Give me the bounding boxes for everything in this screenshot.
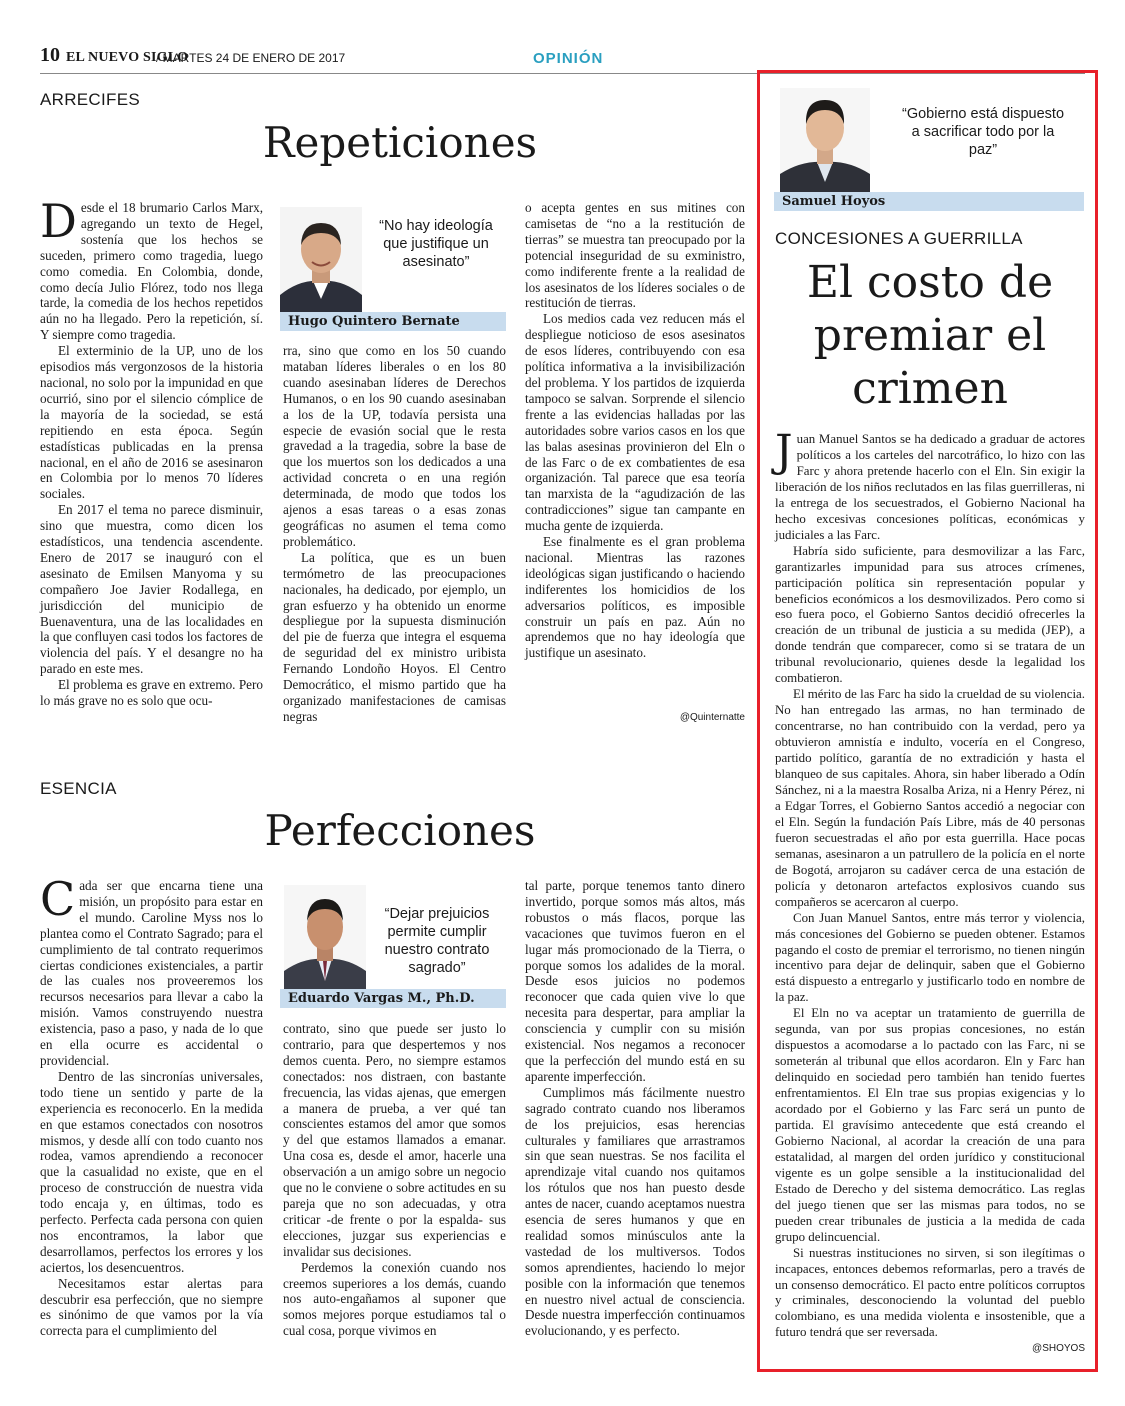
kicker-arrecifes: ARRECIFES — [40, 90, 140, 109]
headline-costo-premiar-crimen: El costo de premiar el crimen — [806, 257, 1054, 414]
paragraph: esde el 18 brumario Carlos Marx, agregando un texto de Hegel, sostenía que los hechos se suceden, primero como tragedia, luego como comedia. En Colombia, donde, como decía Julio Flórez, todo nos llega tarde, la comedia de los hechos repetidos aún no ha llegado. Pero la repetición, sí. Y siempre como tragedia. — [40, 200, 263, 343]
pull-quote: “Gobierno está dispuesto a sacrificar todo por la paz” — [902, 106, 1065, 158]
kicker-concesiones: CONCESIONES A GUERRILLA — [775, 229, 1023, 248]
section-label: OPINIÓN — [533, 50, 604, 67]
author-photo — [780, 88, 870, 192]
paragraph: La política, que es un buen termómetro de las preocupaciones nacionales, ha dedicado, por ejemplo, un gran esfuerzo y ha obtenido un enorme despliegue por la supuesta disminución del pie de fuerza que integra el esquema de seguridad del ex ministro uribista Fernando Londoño Hoyos. El Centro Democrático, el mismo partido que ha organizado manifestaciones de camisas negras — [283, 549, 506, 724]
paragraph: El problema es grave en extremo. Pero lo más grave no es solo que ocu- — [40, 677, 263, 709]
article2-column-1 — [40, 872, 263, 1339]
paragraph: En 2017 el tema no parece disminuir, sino que muestra, como dicen los estadísticos, una tendencia ascendente. Enero de 2017 se inauguró con el asesinato de Emilsen Manyoma y su compañero Joe Javier Rodallega, en jurisdicción del municipio de Buenaventura, una de las localidades en la que confluyen casi todos los factores de violencia del país. Y el desangre no ha parado en este mes. — [40, 502, 264, 677]
paragraph: rra, sino que como en los 50 cuando mataban líderes liberales o en los 80 cuando asesinaban líderes de Derechos Humanos, o en los 90 cuando asesinaban a los de la UP, todavía persista una especie de evasión social que le resta gravedad a la tragedia, sobre la base de que los muertos son los dedicados a una actividad concreta o en una región determinada, de modo que todos los ajenos a esas tareas o a esas zonas geográficas no asumen el tema como problemático. — [283, 343, 506, 549]
dateline: / MARTES 24 DE ENERO DE 2017 — [156, 51, 346, 65]
dropcap: C — [40, 872, 76, 926]
author-handle: @SHOYOS — [1032, 1343, 1085, 1354]
article2-column-3 — [525, 878, 745, 1339]
author-photo — [280, 207, 362, 313]
author-name: Samuel Hoyos — [774, 192, 1084, 211]
paragraph: Si nuestras instituciones no sirven, si son ilegítimas o incapaces, entonces debemos reformarlas, pero a través de un consenso democrático. El pacto entre políticos corruptos y criminales, desconociendo la voluntad del pueblo colombiano, es una medida violenta e insostenible, que a futuro tendrá que ser reversada. — [775, 1245, 1085, 1340]
paragraph: El exterminio de la UP, uno de los episodios más vergonzosos de la historia nacional, no solo por la impunidad en que ocurrió, sino por el silencio cómplice de la mayoría de la sociedad, se está repitiendo en esta época. Según estadísticas publicadas en la prensa nacional, en el año de 2016 se asesinaron en Colombia por lo menos 70 líderes sociales. — [40, 343, 263, 502]
headline-repeticiones: Repeticiones — [262, 118, 538, 167]
pull-quote: “No hay ideología que justifique un asesinato” — [379, 218, 493, 270]
article3-body — [775, 426, 1085, 1341]
page-number: 10 — [40, 44, 60, 66]
pull-quote: “Dejar prejuicios permite cumplir nuestro contrato sagrado” — [384, 906, 490, 976]
kicker-esencia: ESENCIA — [40, 779, 117, 798]
paragraph: El Eln no va aceptar un tratamiento de guerrilla de segunda, van por sus propias concesiones, no están dispuestos a acomodarse a lo pactado con las Farc, ni se someterán al tribunal que ellos acordaron. Eln y Farc han delinquido en sociedad pero también han tenido fuertes enfrentamientos. El Eln trae sus propias exigencias y lo acordado por el Gobierno y las Farc será un punto de partida. El gravísimo antecedente que está creando el Gobierno Nacional, al acordar la creación de una para estatalidad, al margen del orden jurídico y constitucional vigente es un golpe sensible a la institucionalidad del Estado de Derecho y del sistema democrático. Las reglas del juego tienen que ser las mismas para todos, no se pueden crear tribunales de justicia a la medida de cada grupo delincuencial. — [775, 1006, 1085, 1244]
paragraph: ada ser que encarna tiene una misión, un propósito para estar en el mundo. Caroline Myss nos lo plantea como el Contrato Sagrado; para el cumplimiento de tal contrato requerimos ciertas condiciones existenciales, a partir de las cuales nos proveeremos los recursos necesarios para llevar a cabo la misión. Vamos construyendo nuestra existencia, paso a paso, y nada de lo que en ella ocurre es accidental o providencial. — [40, 878, 263, 1068]
author-photo — [284, 885, 366, 989]
paragraph: o acepta gentes en sus mitines con camisetas de “no a la restitución de tierras” se muestra tan preocupado por la potencial inseguridad de su exministro, como indiferente frente a la realidad de los asesinatos de los líderes sociales o de restitución de tierras. — [525, 200, 745, 311]
author-box-quintero — [280, 205, 506, 330]
headline-perfecciones: Perfecciones — [264, 806, 536, 855]
author-name: Hugo Quintero Bernate — [280, 312, 506, 331]
masthead: EL NUEVO SIGLO — [66, 50, 189, 65]
article2-column-2 — [283, 1021, 506, 1339]
author-box-hoyos — [774, 88, 1084, 212]
paragraph: Con Juan Manuel Santos, entre más terror y violencia, más concesiones del Gobierno se pueden obtener. Estamos pagando el costo de premiar el terrorismo, no tienen ningún incentivo para dejar de delinquir, saben que el Gobierno está dispuesto a entregarlo y justificarlo todo en nombre de la paz. — [775, 910, 1085, 1005]
paragraph: uan Manuel Santos se ha dedicado a graduar de actores políticos a los carteles del narcotráfico, lo hizo con las Farc y ahora pretende hacerlo con el Eln. Sin exigir la liberación de los niños reclutados en las filas guerrilleras, ni la entrega de los secuestrados, el Gobierno Nacional ha hecho excesivas concesiones políticas, económicas y judiciales a las Farc. — [775, 432, 1085, 542]
paragraph: Cumplimos más fácilmente nuestro sagrado contrato cuando nos liberamos de los prejuicios, esas herencias culturales y familiares que arrastramos sin que sean nuestras. Se nos facilita el aprendizaje vital cuando nos quitamos los rótulos que nos han puesto desde antes de nacer, cuando aceptamos nuestra esencia de seres humanos y que en realidad somos minúsculos ante la vastedad de los multiversos. Todos somos aprendientes, haciendo lo mejor posible con la información que tenemos en nuestro nivel actual de consciencia. Desde nuestra imperfección continuamos evolucionando, y es perfecto. — [525, 1084, 745, 1339]
author-name: Eduardo Vargas M., Ph.D. — [280, 989, 506, 1008]
dropcap: D — [40, 194, 77, 248]
paragraph: contrato, sino que puede ser justo lo contrario, para que despertemos y nos demos cuenta. Pero, no siempre estamos conectados: nos distraen, con bastante frecuencia, las vidas ajenas, que emergen a manera de prueba, a ver qué tan conscientes estamos del amor que somos y del que estamos llamados a emanar. Una cosa es, desde el amor, hacerle una observación a un amigo sobre un negocio que no le conviene o sobre actitudes en su pareja que no son adecuadas, y otra criticar -de frente o por la espalda- sus elecciones, juzgar sus experiencias e invalidar sus decisiones. — [283, 1021, 506, 1259]
author-box-vargas — [280, 885, 506, 1005]
article1-column-3 — [525, 200, 745, 661]
paragraph: El mérito de las Farc ha sido la crueldad de su violencia. No han entregado las armas, no han terminado de concentrarse, no han contribuido con la verdad, pero ya obtuvieron amnistía e indulto, vocería en el Congreso, partido político, garantía de no extradición y hasta el blanqueo de sus capitales. Ahora, sin haber liberado a Odín Sánchez, ni a la maestra Rosalba Ariza, ni a Henry Pérez, ni a Edgar Torres, el Gobierno Santos accedió a negociar con el Eln. Según la fundación País Libre, más de 40 personas fueron secuestradas el año por esta guerrilla. Hace pocas semanas, asesinaron a un patrullero de la policía en el norte de Bogotá, arrojaron su cadáver cerca de una estación de policía y detonaron artefactos explosivos cuando sus compañeros se acercaron al cuerpo. — [775, 687, 1085, 909]
paragraph: Los medios cada vez reducen más el despliegue noticioso de esos asesinatos de esos líderes, contribuyendo con esa política informativa a la invisibilización del problema. Y los partidos de izquierda tampoco se salvan. Sorprende el silencio frente a las evidencias halladas por las autoridades sobre varios casos en los que las balas asesinas provinieron del Eln o de las Farc o de ex combatientes de esa organización. Tal parece que esa teoría tan marxista de la “agudización de las contradicciones” sigue tan campante en mucha gente de izquierda. — [525, 311, 745, 534]
dropcap: J — [775, 426, 793, 477]
paragraph: Dentro de las sincronías universales, todo tiene un sentido y parte de la experiencia es reconocerlo. En la medida en que estamos conectados con nosotros mismos, y desde allí con todo cuanto nos rodea, vamos aprendiendo a reconocer que la casualidad no existe, que en el proceso de construcción de nuestra vida todo encaja y, en últimas, todo es perfecto. Perfecta cada persona con quien nos encontramos, la labor que desarrollamos, perfectos los errores y los aciertos, los desencuentros. — [40, 1068, 263, 1275]
article1-column-2 — [283, 343, 506, 725]
paragraph: Necesitamos estar alertas para descubrir esa perfección, que no siempre es sinónimo de que vamos por la vía correcta para el cumplimiento del — [40, 1275, 263, 1339]
author-handle: @Quinternatte — [679, 712, 745, 723]
paragraph: Perdemos la conexión cuando nos creemos superiores a los demás, cuando nos auto-engañamos al suponer que somos mejores porque estudiamos tal o cual cosa, porque vivimos en — [283, 1259, 506, 1339]
paragraph: Habría sido suficiente, para desmovilizar a las Farc, garantizarles impunidad para sus atroces crímenes, participación política sin representación popular y beneficios económicos a los desmovilizados. Pero como si eso fuera poco, el Gobierno Santos decidió ofrecerles la creación de un tribunal de justicia a su medida (JEP), a donde tendrán que comparecer, como si se tratara de un tribunal revolucionario, quienes desde la legalidad los combatieron. — [775, 543, 1085, 686]
paragraph: Ese finalmente es el gran problema nacional. Mientras las razones ideológicas sigan justificando o haciendo indiferentes los homicidios de los adversarios políticos, es imposible construir un país en paz. Aún no aprendemos que no hay ideología que justifique un asesinato. — [525, 534, 745, 661]
paragraph: tal parte, porque tenemos tanto dinero invertido, porque somos más altos, más robustos o más flacos, porque las vacaciones que tuvimos fueron en el lugar más promocionado de la Tierra, o porque somos los adalides de la moral. Desde esos juicios no podemos reconocer que cada quien vive lo que necesita para despertar, para ampliar la consciencia y cumplir con su misión existencial. Nos negamos a reconocer que la perfección del mundo está en su aparente imperfección. — [525, 878, 745, 1084]
article1-column-1 — [40, 194, 264, 709]
